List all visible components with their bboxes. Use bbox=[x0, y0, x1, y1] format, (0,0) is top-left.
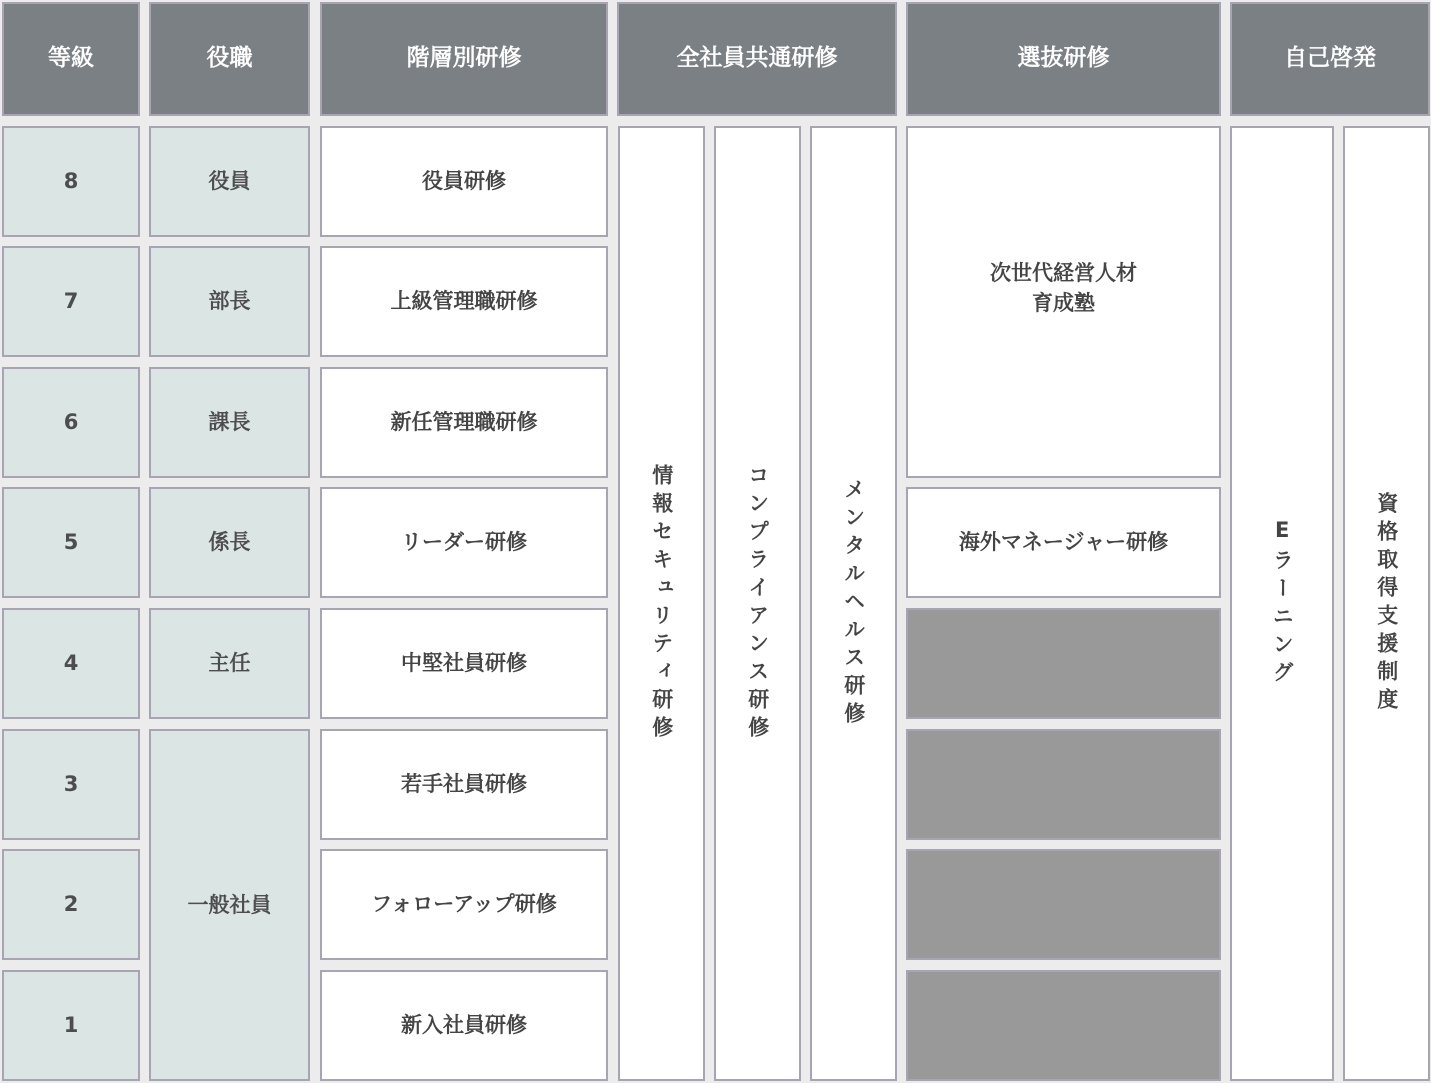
tiered-training-mid-level: 中堅社員研修 bbox=[320, 608, 608, 719]
selective-training-next-gen-leaders bbox=[906, 126, 1221, 478]
common-training-mental-health bbox=[810, 126, 897, 1081]
common-training-compliance-label: コンプライアンス研修 bbox=[745, 463, 770, 744]
grade-3: 3 bbox=[2, 729, 140, 840]
common-training-info-security bbox=[618, 126, 705, 1081]
selective-training-empty-1 bbox=[906, 970, 1221, 1081]
role-chief: 係長 bbox=[149, 487, 310, 598]
selective-training-empty-3 bbox=[906, 729, 1221, 840]
tiered-training-young-employee: 若手社員研修 bbox=[320, 729, 608, 840]
common-training-info-security-label: 情報セキュリティ研修 bbox=[649, 463, 674, 744]
role-general-manager: 部長 bbox=[149, 246, 310, 357]
role-senior-staff: 主任 bbox=[149, 608, 310, 719]
tiered-training-executive: 役員研修 bbox=[320, 126, 608, 237]
header-tiered-training: 階層別研修 bbox=[320, 2, 608, 116]
role-general-employee: 一般社員 bbox=[149, 729, 310, 1081]
header-grade: 等級 bbox=[2, 2, 140, 116]
tiered-training-new-manager: 新任管理職研修 bbox=[320, 367, 608, 478]
grade-1: 1 bbox=[2, 970, 140, 1081]
tiered-training-leader: リーダー研修 bbox=[320, 487, 608, 598]
common-training-compliance bbox=[714, 126, 801, 1081]
self-development-certification-support bbox=[1343, 126, 1430, 1081]
header-self-development: 自己啓発 bbox=[1230, 2, 1430, 116]
grade-5: 5 bbox=[2, 487, 140, 598]
grade-4: 4 bbox=[2, 608, 140, 719]
tiered-training-follow-up: フォローアップ研修 bbox=[320, 849, 608, 960]
selective-training-overseas-manager: 海外マネージャー研修 bbox=[906, 487, 1221, 598]
self-development-e-learning bbox=[1230, 126, 1334, 1081]
header-selective-training: 選抜研修 bbox=[906, 2, 1221, 116]
header-common-training: 全社員共通研修 bbox=[617, 2, 897, 116]
role-section-manager: 課長 bbox=[149, 367, 310, 478]
selective-training-empty-2 bbox=[906, 849, 1221, 960]
common-training-mental-health-label: メンタルヘルス研修 bbox=[841, 477, 866, 730]
grade-2: 2 bbox=[2, 849, 140, 960]
role-executive: 役員 bbox=[149, 126, 310, 237]
grade-7: 7 bbox=[2, 246, 140, 357]
self-development-certification-support-label: 資格取得支援制度 bbox=[1374, 491, 1399, 716]
selective-training-empty-4 bbox=[906, 608, 1221, 719]
tiered-training-senior-management: 上級管理職研修 bbox=[320, 246, 608, 357]
self-development-e-learning-label: Eラーニング bbox=[1270, 518, 1295, 689]
tiered-training-new-hire: 新入社員研修 bbox=[320, 970, 608, 1081]
grade-8: 8 bbox=[2, 126, 140, 237]
next-gen-leaders-line1: 次世代経営人材 bbox=[990, 260, 1137, 285]
header-role: 役職 bbox=[149, 2, 310, 116]
next-gen-leaders-line2: 育成塾 bbox=[1032, 291, 1095, 315]
grade-6: 6 bbox=[2, 367, 140, 478]
